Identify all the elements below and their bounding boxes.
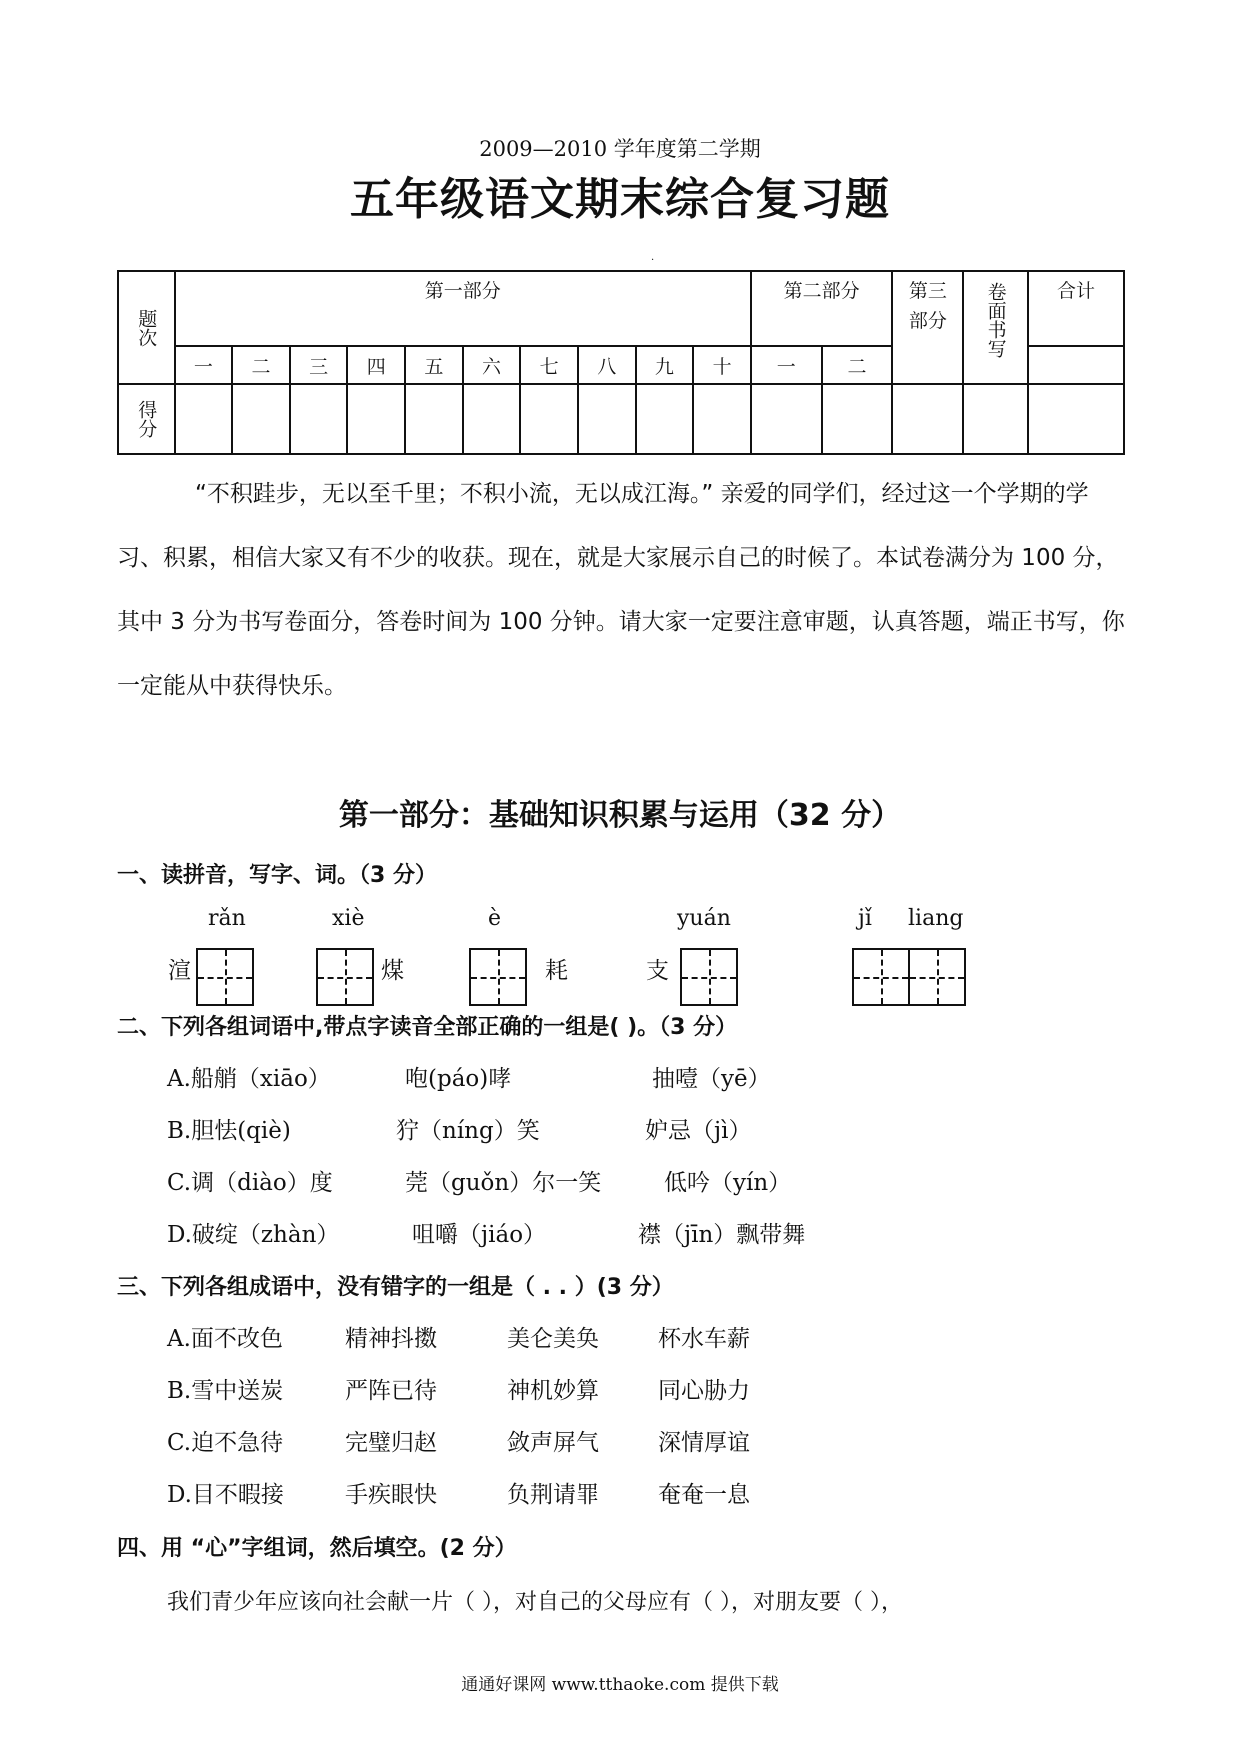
q3-option-d2: 手疾眼快 [345,1482,437,1508]
q2-option-d1: D.破绽（zhàn） [167,1222,340,1248]
q2-option-d3: 襟（jīn）飘带舞 [638,1222,806,1248]
char-xuan: 渲 [168,958,191,984]
intro-paragraph: “不积跬步，无以至千里；不积小流，无以成江海。” 亲爱的同学们，经过这一个学期的学习、积累，相信大家又有不少的收获。现在，就是大家展示自己的时候了。本试卷满分为 100 分，其中 3 分为书写卷面分，答卷时间为 100 分钟。请大家一定要注意审题，认真答题，端正书写，你一定能从中获得快乐。 [117,481,1125,699]
q3-heading: 三、下列各组成语中，没有错字的一组是（ . . ）(3 分） [117,1275,674,1300]
part3-header: 第三部分 [892,271,963,384]
q2-option-a3: 抽噎（yē） [652,1066,771,1092]
score-cell[interactable] [693,384,751,454]
q3-option-c1: C.迫不急待 [167,1430,284,1456]
q3-option-a2: 精神抖擞 [345,1326,437,1352]
q4-heading: 四、用 “心”字组词，然后填空。(2 分） [117,1536,517,1561]
pinyin-liang: liang [908,906,964,931]
q2-option-b3: 妒忌（jì） [645,1118,752,1144]
pinyin-e: è [488,906,502,931]
part1-item-2: 二 [232,346,290,384]
pinyin-ran: rǎn [208,906,246,931]
score-cell[interactable] [751,384,822,454]
q3-option-a4: 杯水车薪 [658,1326,750,1352]
part2-item-1: 一 [751,346,822,384]
part1-item-9: 九 [636,346,694,384]
q2-option-b1: B.胆怯(qiè) [167,1118,291,1144]
score-cell[interactable] [963,384,1028,454]
score-table [117,270,1125,455]
q1-heading: 一、读拼音，写字、词。（3 分） [117,863,437,888]
part2-item-2: 二 [822,346,893,384]
writing-grid[interactable] [908,948,966,1006]
neatness-header: 卷面书写 [963,271,1028,384]
row-label-score: 得分 [118,384,175,454]
score-cell[interactable] [463,384,521,454]
score-cell[interactable] [578,384,636,454]
part1-item-6: 六 [463,346,521,384]
score-cell[interactable] [520,384,578,454]
char-hao: 耗 [545,958,568,984]
writing-grid[interactable] [469,948,527,1006]
q3-option-d1: D.目不暇接 [167,1482,284,1508]
q3-option-c2: 完璧归赵 [345,1430,437,1456]
q3-option-c3: 敛声屏气 [507,1430,599,1456]
pinyin-xie: xiè [332,906,365,931]
writing-grid[interactable] [852,948,910,1006]
q4-fill-text: 我们青少年应该向社会献一片（ ），对自己的父母应有（ ），对朋友要（ ）， [167,1590,903,1615]
score-cell[interactable] [822,384,893,454]
pinyin-yuan: yuán [677,906,731,931]
char-mei: 煤 [381,958,404,984]
writing-grid[interactable] [680,948,738,1006]
part1-item-3: 三 [290,346,348,384]
q3-option-b1: B.雪中送炭 [167,1378,284,1404]
pinyin-ji: jǐ [858,906,872,931]
q3-option-a1: A.面不改色 [167,1326,283,1352]
q3-option-d3: 负荆请罪 [507,1482,599,1508]
q2-option-b2: 狞（níng）笑 [396,1118,540,1144]
score-cell[interactable] [347,384,405,454]
q2-heading: 二、下列各组词语中,带点字读音全部正确的一组是( )。（3 分） [117,1015,738,1040]
char-zhi: 支 [646,958,669,984]
part1-header: 第一部分 [175,271,751,346]
q3-option-b2: 严阵已待 [345,1378,437,1404]
total-blank [1028,346,1124,384]
part1-item-8: 八 [578,346,636,384]
q3-option-a3: 美仑美奂 [507,1326,599,1352]
score-cell[interactable] [175,384,233,454]
score-cell[interactable] [232,384,290,454]
q3-option-c4: 深情厚谊 [658,1430,750,1456]
part1-item-10: 十 [693,346,751,384]
score-cell[interactable] [405,384,463,454]
q2-option-a1: A.船艄（xiāo） [167,1066,331,1092]
stray-dot: . [651,252,655,263]
part1-item-7: 七 [520,346,578,384]
part1-item-5: 五 [405,346,463,384]
footer-credit: 通通好课网 www.tthaoke.com 提供下载 [461,1675,779,1695]
q2-option-c3: 低吟（yín） [664,1170,792,1196]
q2-option-d2: 咀嚼（jiáo） [412,1222,547,1248]
part1-title: 第一部分：基础知识积累与运用（32 分） [338,798,902,833]
part2-header: 第二部分 [751,271,893,346]
total-header: 合计 [1028,271,1124,346]
q2-option-c1: C.调（diào）度 [167,1170,333,1196]
exam-term: 2009—2010 学年度第二学期 [479,137,761,161]
score-cell[interactable] [290,384,348,454]
score-cell[interactable] [892,384,963,454]
q2-option-c2: 莞（guǒn）尔一笑 [405,1170,602,1196]
q3-option-d4: 奄奄一息 [658,1482,750,1508]
writing-grid[interactable] [316,948,374,1006]
part1-item-1: 一 [175,346,233,384]
exam-title: 五年级语文期末综合复习题 [350,174,890,225]
q3-option-b3: 神机妙算 [507,1378,599,1404]
q2-option-a2: 咆(páo)哮 [405,1066,512,1092]
writing-grid[interactable] [196,948,254,1006]
part1-item-4: 四 [347,346,405,384]
score-cell[interactable] [636,384,694,454]
q3-option-b4: 同心胁力 [658,1378,750,1404]
score-cell[interactable] [1028,384,1124,454]
row-label-topic: 题次 [118,271,175,384]
